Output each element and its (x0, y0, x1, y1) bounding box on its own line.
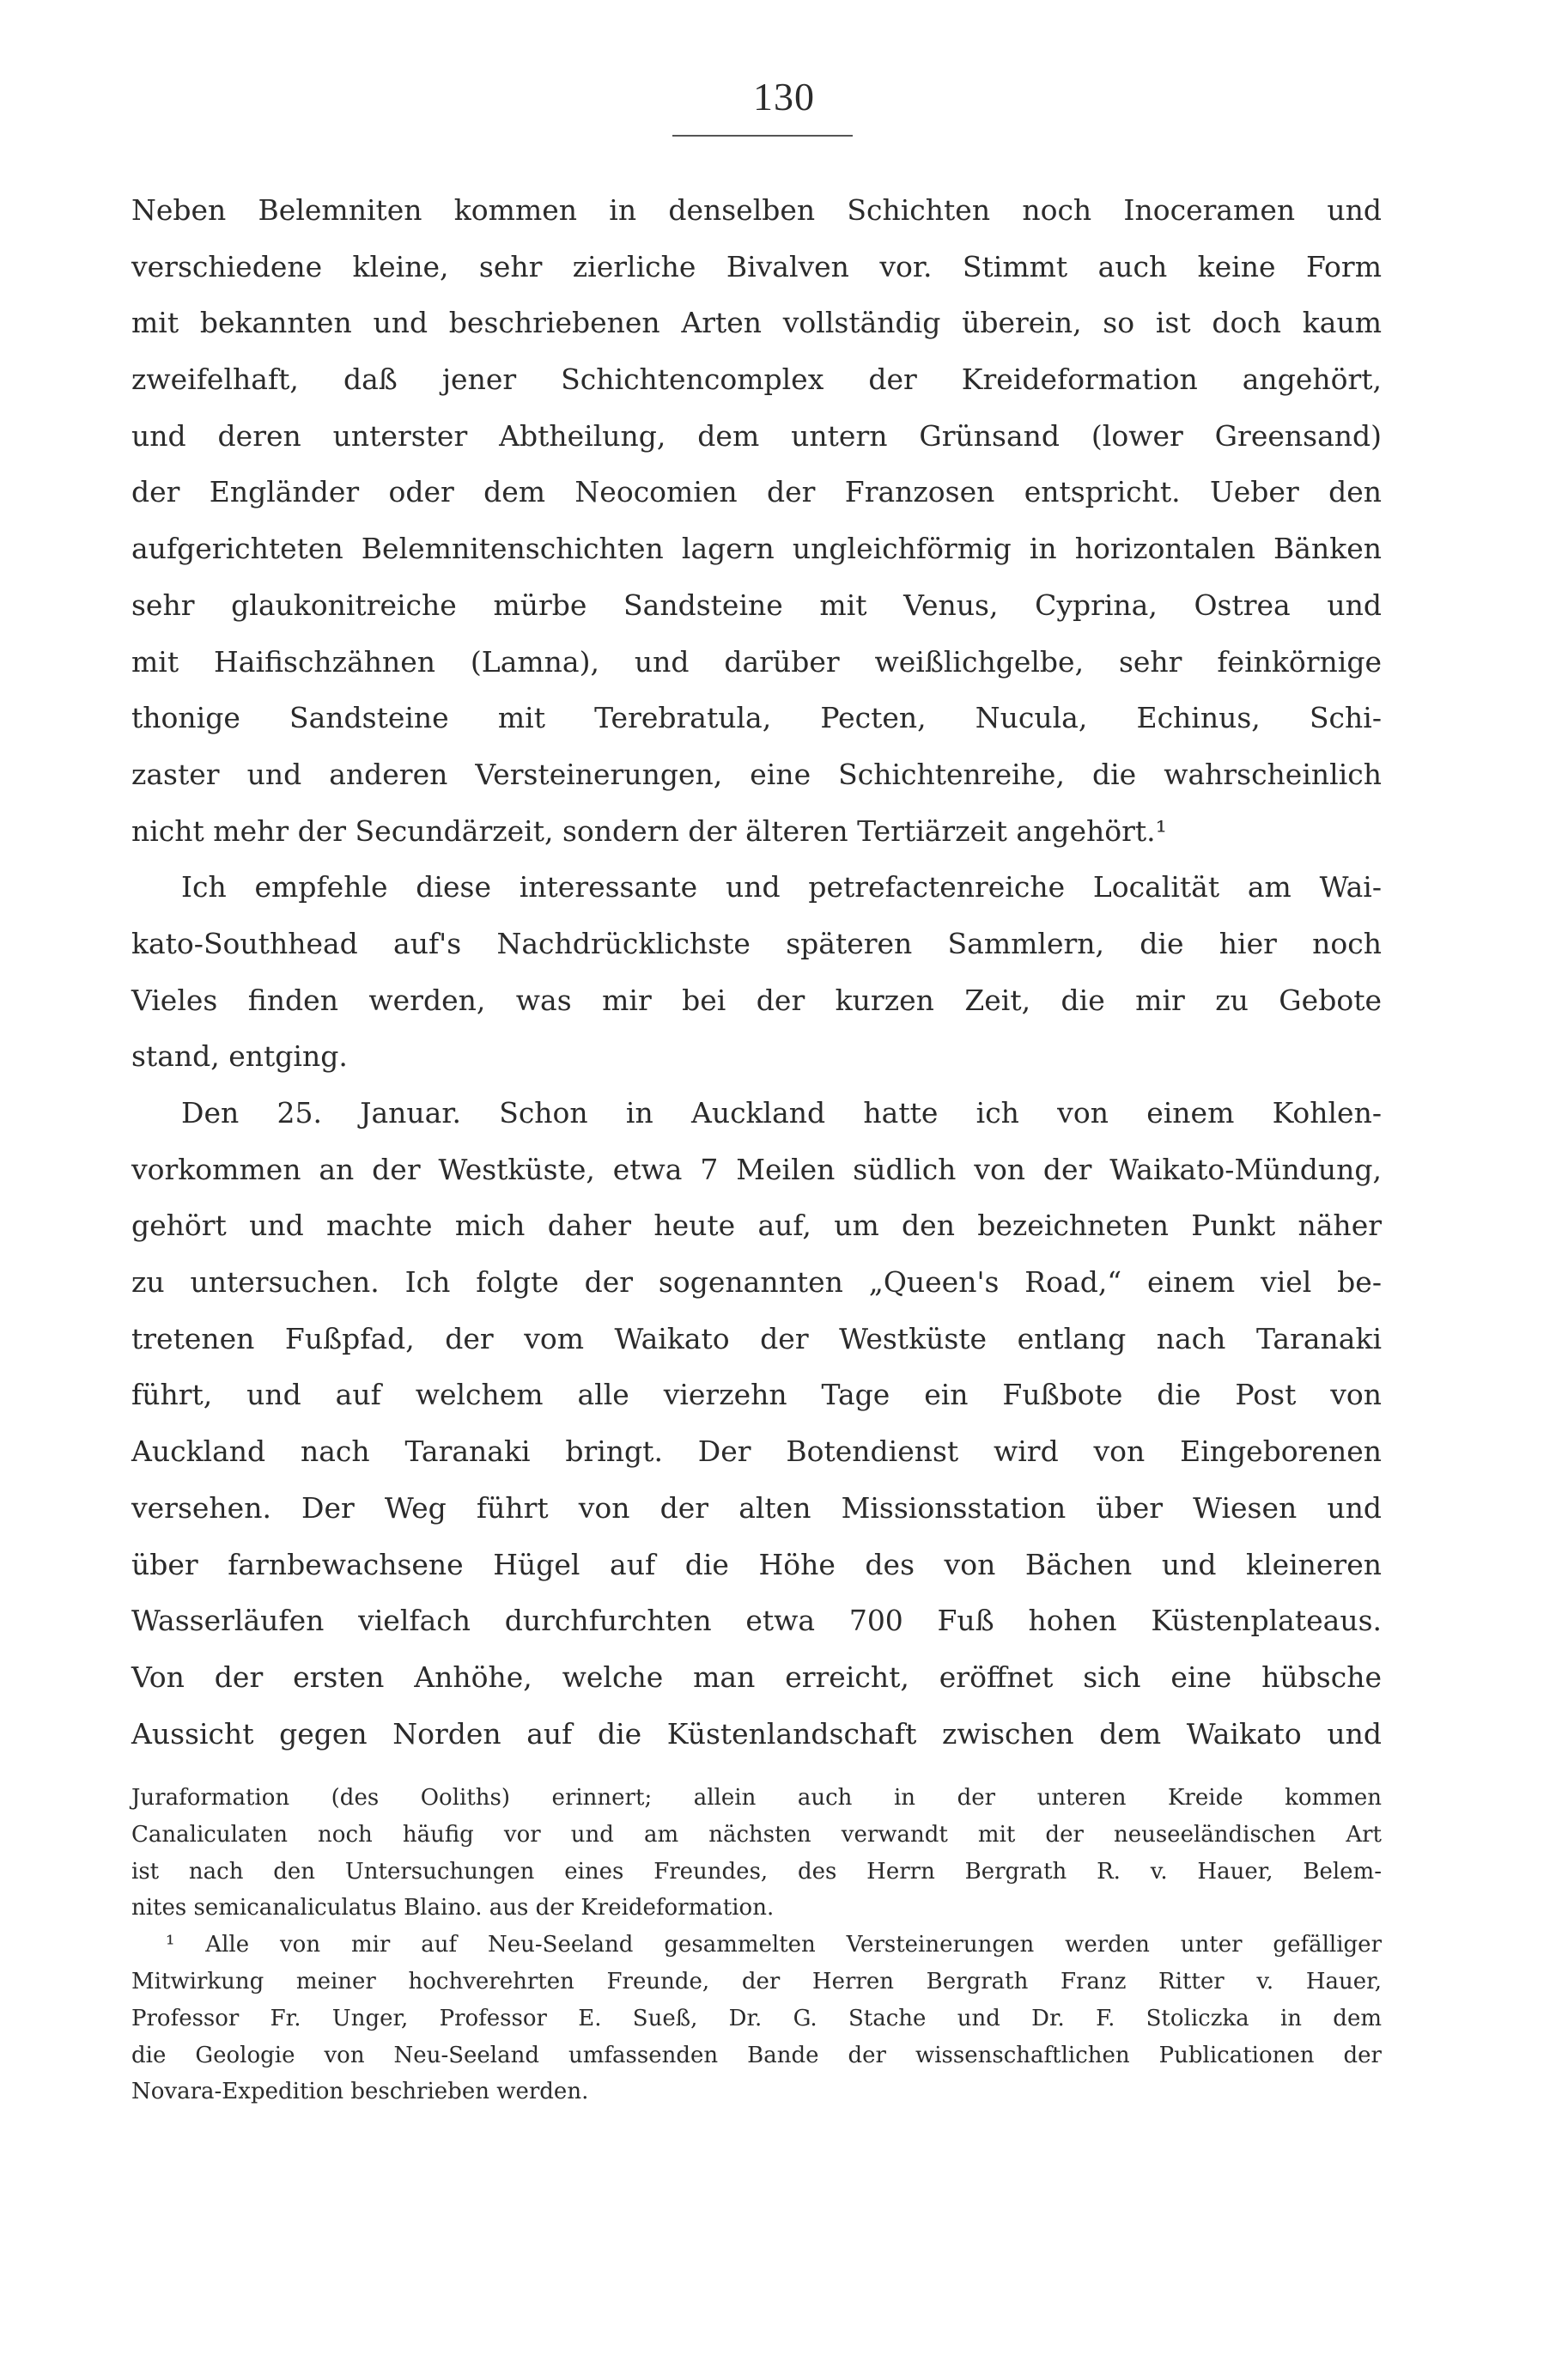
footnote-line: die Geologie von Neu-Seeland umfassenden Bande der wissenschaftlichen Publicationen der (131, 2042, 1382, 2068)
footnote-line: ¹ Alle von mir auf Neu-Seeland gesammelten Versteinerungen werden unter gefälliger (166, 1932, 1382, 1958)
text-line: versehen. Der Weg führt von der alten Missionsstation über Wiesen und (131, 1490, 1382, 1525)
text-line: kato-Southhead auf's Nachdrücklichste späteren Sammlern, die hier noch (131, 926, 1382, 960)
footnote-line: ist nach den Untersuchungen eines Freundes, des Herrn Bergrath R. v. Hauer, Belem- (131, 1858, 1382, 1885)
text-line: zu untersuchen. Ich folgte der sogenannten „Queen's Road,“ einem viel be- (131, 1265, 1382, 1300)
text-line: thonige Sandsteine mit Terebratula, Pecten, Nucula, Echinus, Schi- (131, 701, 1382, 735)
text-line: sehr glaukonitreiche mürbe Sandsteine mit Venus, Cyprina, Ostrea und (131, 588, 1382, 622)
text-line: gehört und machte mich daher heute auf, um den bezeichneten Punkt näher (131, 1209, 1382, 1243)
footnote-line: Novara-Expedition beschrieben werden. (131, 2079, 589, 2105)
text-line: stand, entging. (131, 1039, 348, 1074)
footnote-line: Canaliculaten noch häufig vor und am nächsten verwandt mit der neuseeländischen Art (131, 1821, 1382, 1848)
footnote-line: Professor Fr. Unger, Professor E. Sueß, Dr. G. Stache und Dr. F. Stoliczka in dem (131, 2005, 1382, 2031)
text-line: Vieles finden werden, was mir bei der kurzen Zeit, die mir zu Gebote (131, 983, 1382, 1017)
text-line: Auckland nach Taranaki bringt. Der Botendienst wird von Eingeborenen (131, 1434, 1382, 1469)
text-line: führt, und auf welchem alle vierzehn Tage ein Fußbote die Post von (131, 1378, 1382, 1412)
header-rule (672, 135, 853, 137)
text-line: mit Haifischzähnen (Lamna), und darüber weißlichgelbe, sehr feinkörnige (131, 644, 1382, 679)
footnote-line: Mitwirkung meiner hochverehrten Freunde, der Herren Bergrath Franz Ritter v. Hauer, (131, 1968, 1382, 1994)
text-line: Ich empfehle diese interessante und petrefactenreiche Localität am Wai- (181, 870, 1382, 904)
footnote-line: nites semicanaliculatus Blaino. aus der Kreideformation. (131, 1895, 775, 1921)
text-line: aufgerichteten Belemnitenschichten lagern ungleichförmig in horizontalen Bänken (131, 532, 1382, 566)
text-line: verschiedene kleine, sehr zierliche Bivalven vor. Stimmt auch keine Form (131, 249, 1382, 283)
text-line: über farnbewachsene Hügel auf die Höhe des von Bächen und kleineren (131, 1547, 1382, 1581)
text-line: Von der ersten Anhöhe, welche man erreicht, eröffnet sich eine hübsche (131, 1660, 1382, 1694)
text-line: zaster und anderen Versteinerungen, eine Schichtenreihe, die wahrscheinlich (131, 757, 1382, 791)
text-line: zweifelhaft, daß jener Schichtencomplex der Kreideformation angehört, (131, 362, 1382, 397)
page-number: 130 (753, 75, 815, 119)
footnote-line: Juraformation (des Ooliths) erinnert; allein auch in der unteren Kreide kommen (131, 1785, 1382, 1811)
text-line: und deren unterster Abtheilung, dem untern Grünsand (lower Greensand) (131, 418, 1382, 453)
text-line: Aussicht gegen Norden auf die Küstenlandschaft zwischen dem Waikato und (131, 1716, 1382, 1751)
footnotes (131, 1780, 1382, 2110)
text-line: mit bekannten und beschriebenen Arten vollständig überein, so ist doch kaum (131, 306, 1382, 340)
text-line: der Engländer oder dem Neocomien der Franzosen entspricht. Ueber den (131, 475, 1382, 509)
text-line: Neben Belemniten kommen in denselben Schichten noch Inoceramen und (131, 193, 1382, 227)
text-line: nicht mehr der Secundärzeit, sondern der älteren Tertiärzeit angehört.¹ (131, 813, 1167, 848)
text-line: vorkommen an der Westküste, etwa 7 Meilen südlich von der Waikato-Mündung, (131, 1152, 1382, 1186)
text-line: Wasserläufen vielfach durchfurchten etwa 700 Fuß hohen Küstenplateaus. (131, 1604, 1382, 1638)
text-line: tretenen Fußpfad, der vom Waikato der Westküste entlang nach Taranaki (131, 1321, 1382, 1355)
text-line: Den 25. Januar. Schon in Auckland hatte ich von einem Kohlen- (181, 1096, 1382, 1130)
body-text (131, 182, 1382, 1762)
